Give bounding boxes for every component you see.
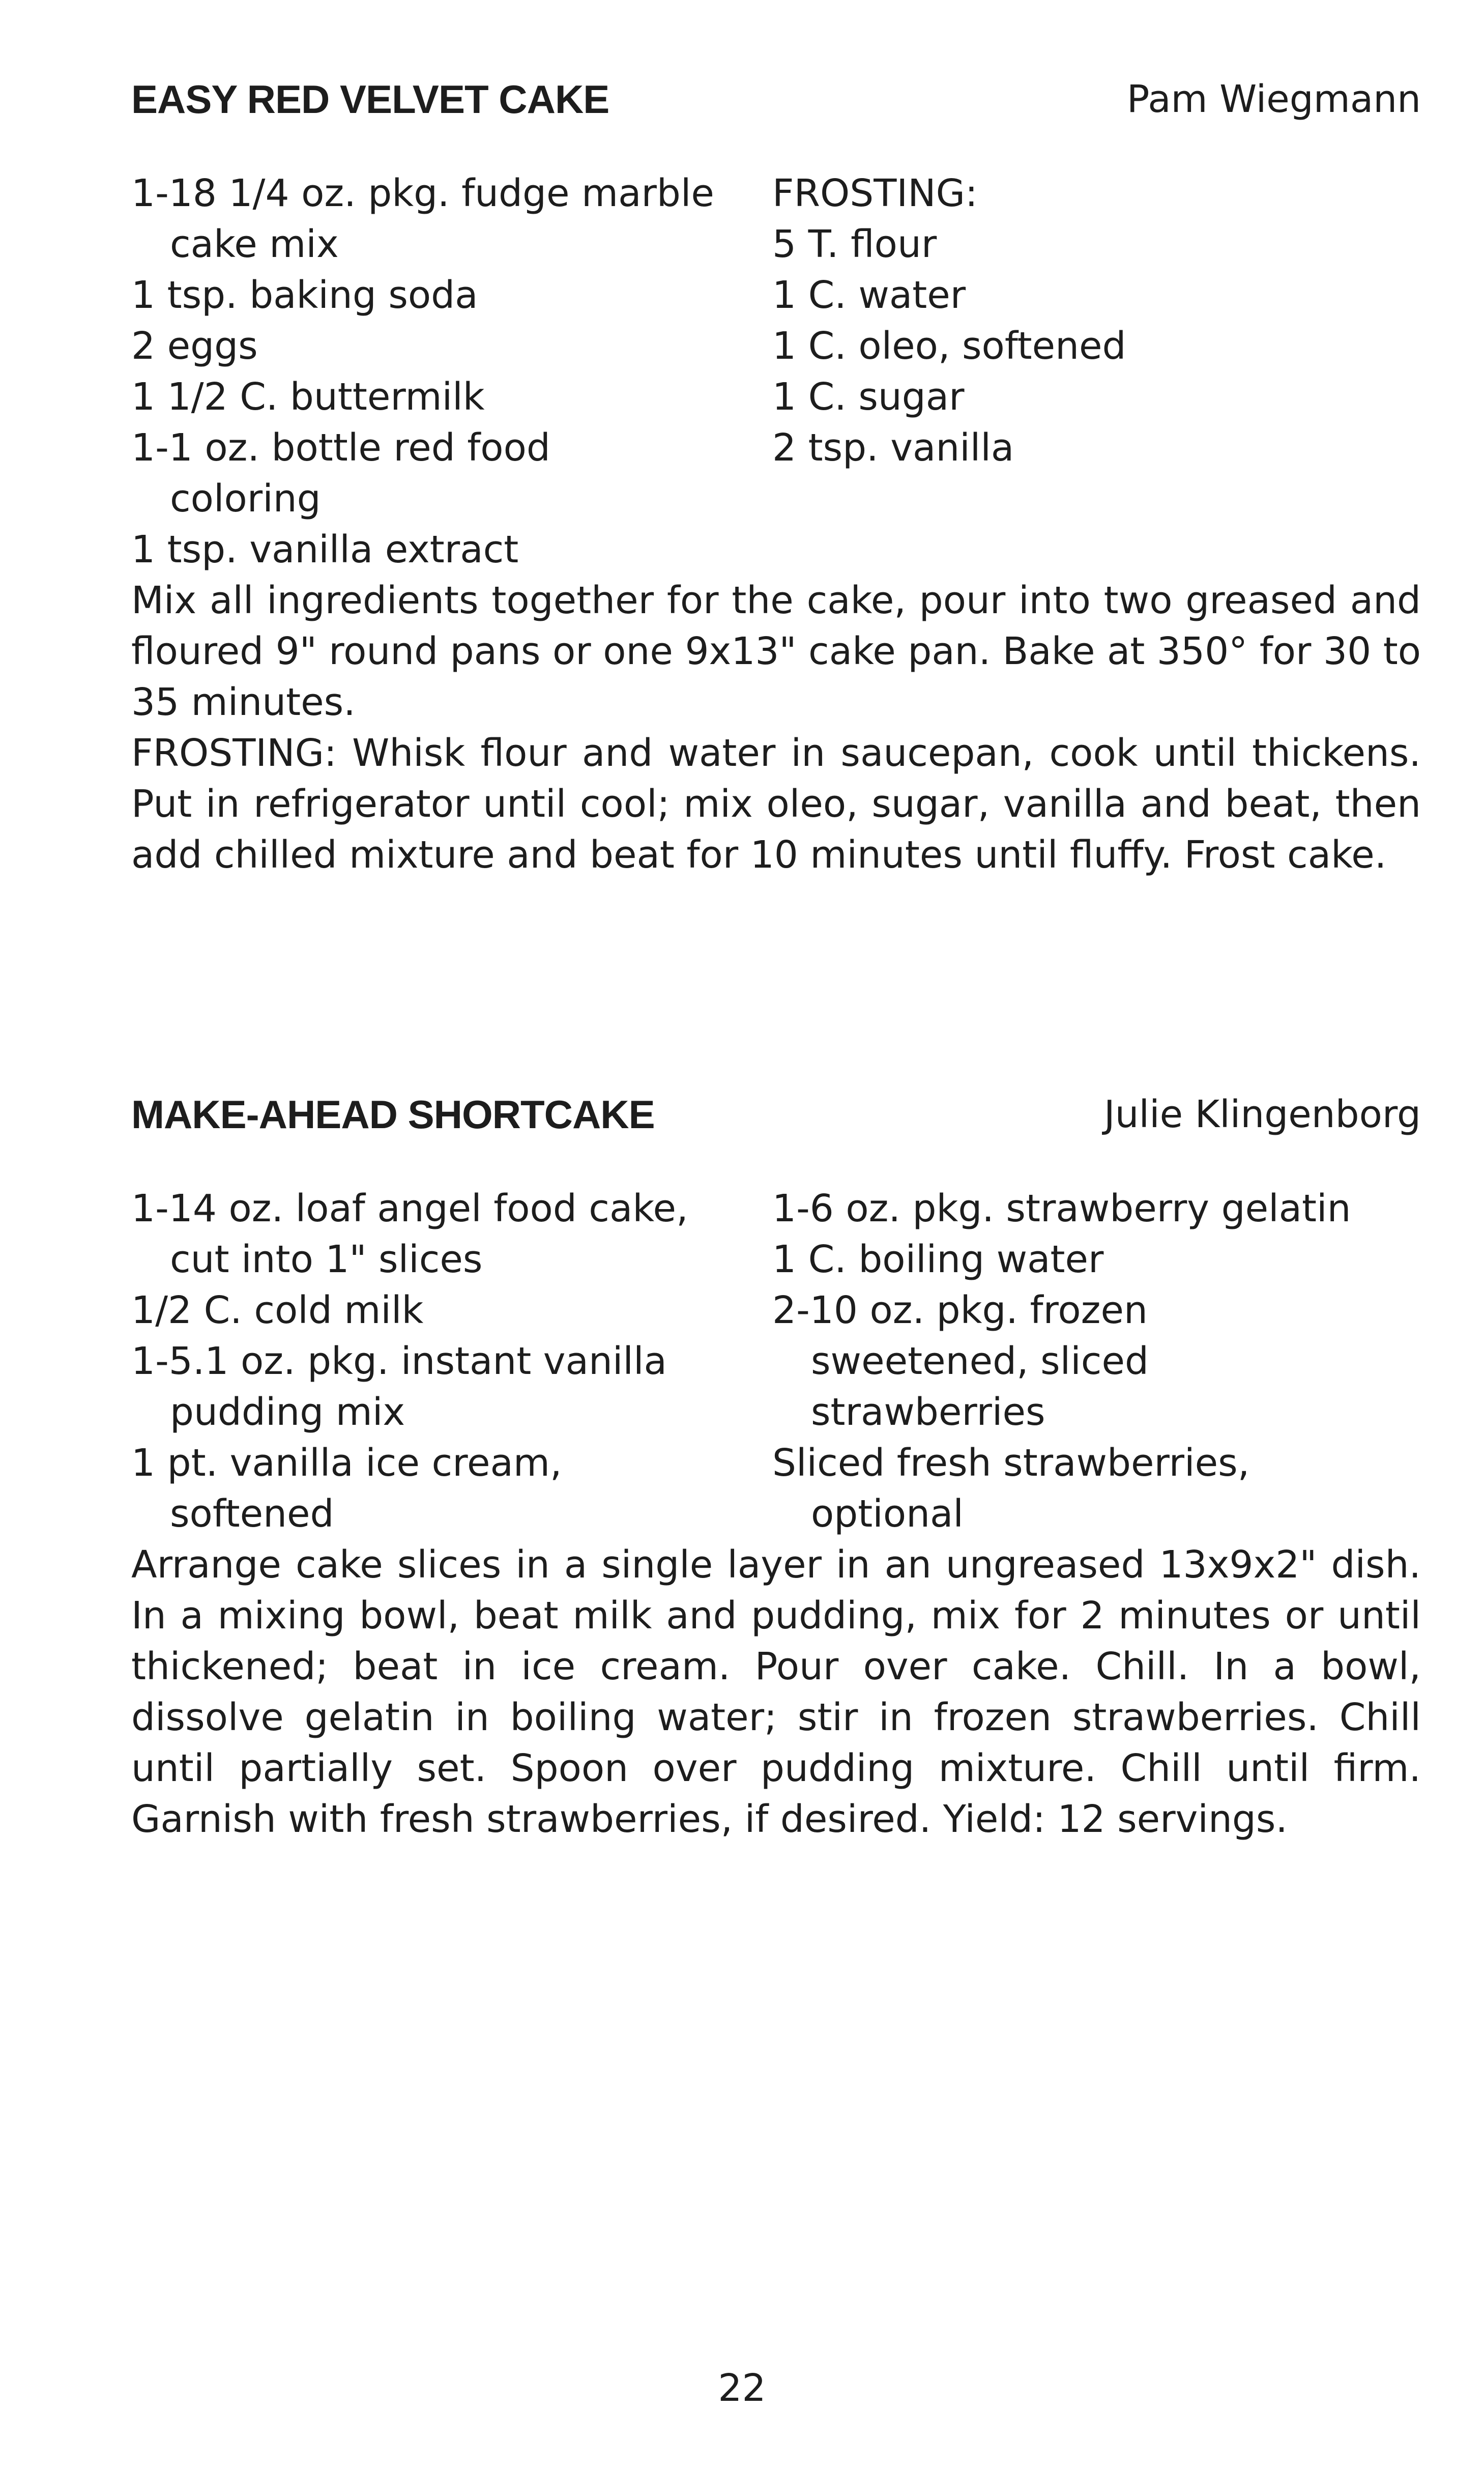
recipe-directions: Mix all ingredients together for the cake, pour into two greased and floured 9" round pans or one 9x13" cake pan. Bake at 350° for 30 to 35 minutes. [131, 579, 1421, 724]
recipe-title: MAKE-AHEAD SHORTCAKE [131, 1092, 655, 1137]
ingredient: 1-18 1/4 oz. pkg. fudge marble cake mix [131, 171, 714, 266]
ingredient: 1 C. oleo, softened [772, 324, 1126, 368]
recipe-header [131, 1092, 1421, 1147]
ingredient: 1 1/2 C. buttermilk [131, 375, 485, 419]
ingredients-left-column [131, 168, 762, 575]
recipe-header [131, 76, 1421, 132]
ingredient: 1 C. sugar [772, 375, 965, 419]
recipe-author: Julie Klingenborg [1103, 1093, 1421, 1136]
ingredient: 1 pt. vanilla ice cream, softened [131, 1441, 562, 1536]
ingredient: 2 tsp. vanilla [772, 426, 1014, 470]
ingredients-columns [131, 168, 1421, 575]
ingredient: 2 eggs [131, 324, 258, 368]
ingredient: 1 C. water [772, 273, 966, 317]
ingredient: 1 tsp. vanilla extract [131, 528, 519, 571]
ingredients-right-column [772, 168, 1418, 473]
ingredient: 1-1 oz. bottle red food coloring [131, 426, 550, 521]
ingredient: 1 C. boiling water [772, 1238, 1104, 1281]
ingredients-columns [131, 1183, 1421, 1539]
ingredient: 1-5.1 oz. pkg. instant vanilla pudding mix [131, 1339, 667, 1434]
recipe-directions: Arrange cake slices in a single layer in an ungreased 13x9x2" dish. In a mixing bowl, beat milk and pudding, mix for 2 minutes or until thickened; beat in ice cream. Pour over cake. Chill. In a bowl, dissolve gelatin in boiling water; stir in frozen strawberries. Chill until partially set. Spoon over pudding mixture. Chill until firm. Garnish with fresh strawberries, if desired. Yield: 12 servings. [131, 1543, 1421, 1841]
ingredients-right-column [772, 1183, 1418, 1539]
recipe-make-ahead-shortcake [131, 1092, 1421, 1845]
ingredient: 1 tsp. baking soda [131, 273, 478, 317]
page-number: 22 [718, 2366, 766, 2410]
frosting-directions: FROSTING: Whisk flour and water in saucepan, cook until thickens. Put in refrigerator until cool; mix oleo, sugar, vanilla and beat, then add chilled mixture and beat for 10 minutes until fluffy. Frost cake. [131, 731, 1421, 877]
ingredient: Sliced fresh strawberries, optional [772, 1441, 1250, 1536]
recipe-title: EASY RED VELVET CAKE [131, 77, 609, 122]
ingredient: 1-6 oz. pkg. strawberry gelatin [772, 1187, 1351, 1230]
ingredient: 1-14 oz. loaf angel food cake, cut into 1" slices [131, 1187, 688, 1281]
recipe-red-velvet-cake [131, 76, 1421, 880]
ingredient: FROSTING: [772, 171, 978, 215]
ingredient: 5 T. flour [772, 222, 937, 266]
ingredient: 2-10 oz. pkg. frozen sweetened, sliced strawberries [772, 1288, 1149, 1434]
recipe-author: Pam Wiegmann [1126, 77, 1421, 121]
ingredient: 1/2 C. cold milk [131, 1288, 424, 1332]
ingredients-left-column [131, 1183, 762, 1539]
